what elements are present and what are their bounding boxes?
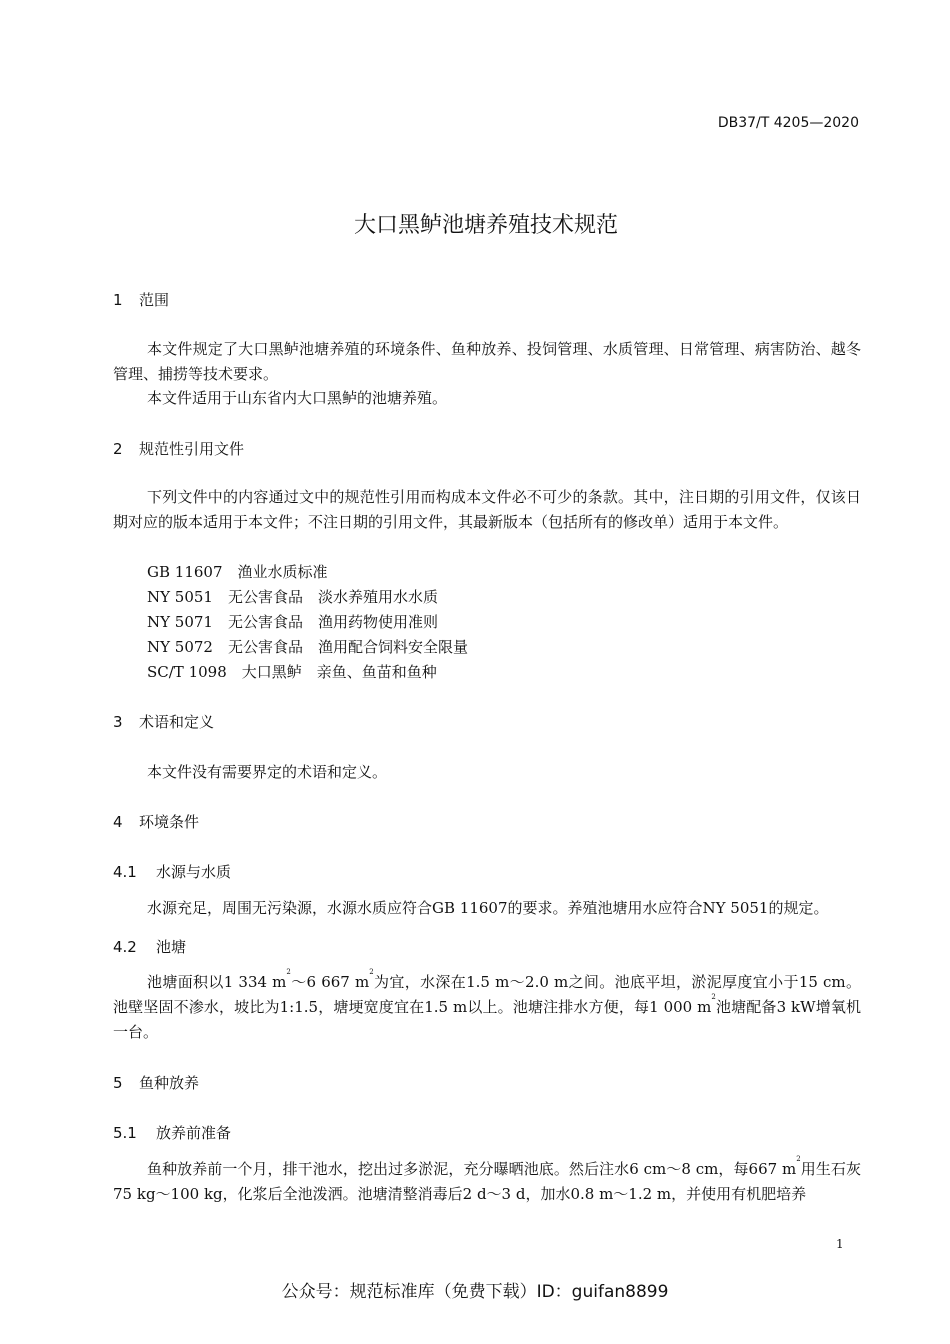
subsection-heading-4-2 [113,936,186,957]
section-number: 4 [113,813,123,831]
reference-item: NY 5051 无公害食品 淡水养殖用水水质 [147,588,438,606]
section-number: 1 [113,291,123,309]
section-number: 2 [113,440,123,458]
section-heading-3 [113,711,214,732]
subsection-heading-5-1 [113,1122,231,1143]
text-run: 为宜，水深在1.5 m～2.0 m之间。池底平坦，淤泥厚度宜小于15 cm。池壁坚固不渗水，坡比为1:1.5，塘埂宽度宜在1.5 m以上。池塘注排水方便，每1 000 m [113,973,861,1016]
section-title: 池塘 [156,938,187,956]
section-heading-5 [113,1072,199,1093]
section-number: 4.1 [113,863,137,881]
reference-item: NY 5071 无公害食品 渔用药物使用准则 [147,613,438,631]
section-number: 3 [113,713,123,731]
section-number: 5 [113,1074,123,1092]
text-run: 用生石灰75 kg～100 kg，化浆后全池泼洒。池塘清整消毒后2 d～3 d，加水0.8 m～1.2 m，并使用有机肥培养 [113,1160,861,1203]
paragraph: 本文件规定了大口黑鲈池塘养殖的环境条件、鱼种放养、投饲管理、水质管理、日常管理、病害防治、越冬管理、捕捞等技术要求。 [113,340,861,383]
page-number: 1 [836,1237,844,1251]
section-title: 范围 [139,291,170,309]
section-title: 规范性引用文件 [139,440,245,458]
text-run: 鱼种放养前一个月，排干池水，挖出过多淤泥，充分曝晒池底。然后注水6 cm～8 cm，每667 m [147,1160,797,1178]
paragraph: 水源充足，周围无污染源，水源水质应符合GB 11607的要求。养殖池塘用水应符合NY 5051的规定。 [147,899,829,917]
section-title: 放养前准备 [156,1124,232,1142]
section-title: 水源与水质 [156,863,232,881]
reference-item: GB 11607 渔业水质标准 [147,563,328,581]
reference-item: SC/T 1098 大口黑鲈 亲鱼、鱼苗和鱼种 [147,663,437,681]
section-title: 术语和定义 [139,713,215,731]
paragraph [113,970,861,1045]
reference-item: NY 5072 无公害食品 渔用配合饲料安全限量 [147,638,468,656]
document-number: DB37/T 4205—2020 [717,115,859,131]
section-title: 鱼种放养 [139,1074,200,1092]
text-run: ～6 667 m [290,973,370,991]
superscript: 2 [711,993,716,1001]
section-number: 5.1 [113,1124,137,1142]
superscript: 2 [796,1155,801,1163]
section-title: 环境条件 [139,813,200,831]
footer-watermark: 公众号：规范标准库（免费下载）ID：guifan8899 [281,1282,669,1302]
section-heading-1 [113,289,169,310]
text-run: 池塘配备3 kW增氧机一台。 [113,998,861,1041]
section-heading-4 [113,811,199,832]
paragraph [113,1157,861,1207]
superscript: 2 [369,968,374,976]
paragraph: 本文件没有需要界定的术语和定义。 [147,763,388,781]
subsection-heading-4-1 [113,861,231,882]
paragraph: 下列文件中的内容通过文中的规范性引用而构成本文件必不可少的条款。其中，注日期的引用文件，仅该日期对应的版本适用于本文件；不注日期的引用文件，其最新版本（包括所有的修改单）适用于本文件。 [113,488,861,531]
superscript: 2 [286,968,291,976]
text-run: 池塘面积以1 334 m [147,973,287,991]
section-heading-2 [113,438,244,459]
section-number: 4.2 [113,938,137,956]
page-title: 大口黑鲈池塘养殖技术规范 [353,213,618,238]
paragraph: 本文件适用于山东省内大口黑鲈的池塘养殖。 [147,389,448,407]
